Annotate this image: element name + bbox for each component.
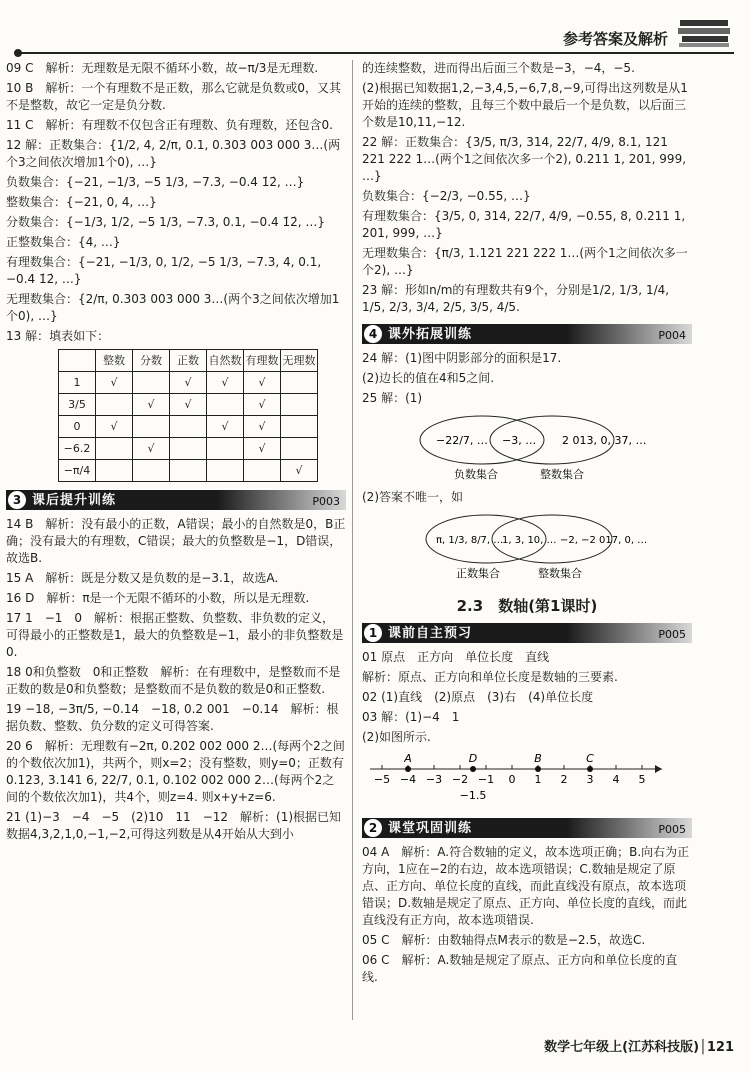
section-banner-1 — [362, 623, 692, 643]
banner-page-code: P003 — [312, 495, 340, 508]
table-row — [59, 460, 318, 482]
answer-12-fraction: 分数集合：{−1/3, 1/2, −5 1/3, −7.3, 0.1, −0.4 1̇2̇, …} — [6, 215, 325, 229]
table-cell — [170, 460, 207, 482]
answer-25-part1: 25 解：(1) — [362, 391, 423, 405]
right-column — [362, 60, 692, 989]
table-cell: √ — [244, 416, 281, 438]
banner-number: 3 — [8, 491, 26, 509]
number-line-tick-label: 4 — [612, 773, 620, 786]
answer-06: 06 C 解析：A.数轴是规定了原点、正方向和单位长度的直线. — [362, 953, 678, 984]
table-cell: √ — [281, 460, 318, 482]
number-line — [362, 749, 682, 805]
classification-table — [58, 349, 318, 482]
answer-12-positive-integer: 正整数集合：{4, …} — [6, 235, 121, 249]
banner-number: 2 — [364, 819, 382, 837]
answer-21: 21 (1)−3 −4 −5 (2)10 11 −12 解析：(1)根据已知数据4,3,2,1,0,−1,−2,可得这列数是从4开始从大到小 — [6, 810, 342, 841]
number-line-point-label: B — [534, 752, 542, 765]
number-line-tick-label: 3 — [586, 773, 594, 786]
answer-01: 01 原点 正方向 单位长度 直线 — [362, 650, 550, 664]
number-line-tick-label: −1 — [477, 773, 495, 786]
table-cell — [96, 394, 133, 416]
table-cell: √ — [207, 372, 244, 394]
answer-24-part1: 24 解：(1)图中阴影部分的面积是17. — [362, 351, 562, 365]
section-title: 2.3 数轴(第1课时) — [456, 597, 598, 615]
table-cell: √ — [133, 438, 170, 460]
answer-11: 11 C 解析：有理数不仅包含正有理数、负有理数，还包含0. — [6, 118, 333, 132]
table-cell: √ — [96, 372, 133, 394]
table-cell — [281, 372, 318, 394]
answer-24-part2: (2)边长的值在4和5之间. — [362, 371, 495, 385]
table-cell — [281, 438, 318, 460]
answer-18: 18 0和负整数 0和正整数 解析：在有理数中，是整数而不是正数的数是0和负整数；是整数而不是负数的数是0和正整数. — [6, 665, 341, 696]
answer-25-part2: (2)答案不唯一，如 — [362, 490, 463, 504]
number-line-tick-label: −4 — [399, 773, 417, 786]
answer-22-negative: 负数集合：{−2/3, −0.55, …} — [362, 189, 531, 203]
banner-title: 课堂巩固训练 — [388, 821, 473, 836]
banner-page-code: P005 — [658, 628, 686, 641]
number-line-extra-label: −1.5 — [459, 789, 487, 802]
number-line-tick-label: −5 — [373, 773, 391, 786]
table-header-cell: 整数 — [96, 350, 133, 372]
venn-diagram-2 — [362, 509, 692, 583]
number-line-tick-label: 1 — [534, 773, 542, 786]
table-cell: √ — [170, 372, 207, 394]
answer-15: 15 A 解析：既是分数又是负数的是−3.1，故选A. — [6, 571, 279, 585]
table-cell: 0 — [59, 416, 96, 438]
banner-page-code: P005 — [658, 823, 686, 836]
venn-left-items: −22/7, … — [436, 434, 488, 447]
table-cell — [133, 372, 170, 394]
table-cell: 3/5 — [59, 394, 96, 416]
answer-17: 17 1 −1 0 解析：根据正整数、负整数、非负数的定义，可得最小的正整数是1，最大的负整数是−1，最小的非负整数是0. — [6, 611, 344, 659]
table-row — [59, 372, 318, 394]
answer-02: 02 (1)直线 (2)原点 (3)右 (4)单位长度 — [362, 690, 594, 704]
answer-22-positive: 22 解：正数集合：{3/5, π/3, 314, 22/7, 4/9, 8.1, 121 221 222 1…(两个1之间依次多一个2), 0.211 1, 201, 999, …} — [362, 135, 687, 183]
answer-03: 03 解：(1)−4 1 — [362, 710, 460, 724]
table-cell: √ — [244, 438, 281, 460]
table-cell — [133, 416, 170, 438]
answer-21-continued: 的连续整数，进而得出后面三个数是−3，−4，−5. — [362, 61, 635, 75]
answer-16: 16 D 解析：π是一个无限不循环的小数，所以是无理数. — [6, 591, 310, 605]
left-column — [6, 60, 346, 846]
venn-left-label: 正数集合 — [456, 567, 500, 580]
banner-number: 4 — [364, 325, 382, 343]
table-cell — [170, 416, 207, 438]
number-line-point-label: D — [468, 752, 478, 765]
banner-number: 1 — [364, 624, 382, 642]
answer-12-rational: 有理数集合：{−21, −1/3, 0, 1/2, −5 1/3, −7.3, 4, 0.1, −0.4 1̇2̇, …} — [6, 255, 322, 286]
table-header-cell: 无理数 — [281, 350, 318, 372]
number-line-tick-label: 2 — [560, 773, 568, 786]
table-cell — [207, 394, 244, 416]
table-row — [59, 394, 318, 416]
answer-21-part2: (2)根据已知数据1,2,−3,4,5,−6,7,8,−9,可得出这列数是从1开始的连续的整数，且每三个数中最后一个是负数，以后面三个数是10,11,−12. — [362, 81, 688, 129]
table-cell — [281, 416, 318, 438]
table-cell: −π/4 — [59, 460, 96, 482]
venn-right-label: 整数集合 — [538, 567, 582, 580]
number-line-point — [587, 766, 593, 772]
table-cell — [96, 460, 133, 482]
venn-right-items: 2 013, 0, 37, … — [562, 434, 647, 447]
answer-05: 05 C 解析：由数轴得点M表示的数是−2.5，故选C. — [362, 933, 646, 947]
table-header-cell: 有理数 — [244, 350, 281, 372]
answer-22-irrational: 无理数集合：{π/3, 1.121 221 222 1…(两个1之间依次多一个2), …} — [362, 246, 688, 277]
table-row — [59, 438, 318, 460]
number-line-tick-label: −3 — [425, 773, 443, 786]
answer-23: 23 解：形如n/m的有理数共有9个，分别是1/2, 1/3, 1/4, 1/5, 2/3, 3/4, 2/5, 3/5, 4/5. — [362, 283, 670, 314]
banner-title: 课后提升训练 — [32, 493, 117, 508]
answer-12-irrational: 无理数集合：{2/π, 0.303 003 000 3…(两个3之间依次增加1个0), …} — [6, 292, 340, 323]
answer-12-positive: 12 解：正数集合：{1/2, 4, 2/π, 0.1, 0.303 003 000 3…(两个3之间依次增加1个0), …} — [6, 138, 341, 169]
section-banner-3 — [6, 490, 346, 510]
table-cell: √ — [96, 416, 133, 438]
table-cell: √ — [170, 394, 207, 416]
table-cell — [170, 438, 207, 460]
answer-09: 09 C 解析：无理数是无限不循环小数，故−π/3是无理数. — [6, 61, 319, 75]
table-cell: √ — [244, 394, 281, 416]
number-line-tick-label: 0 — [508, 773, 516, 786]
table-header-cell: 自然数 — [207, 350, 244, 372]
banner-title: 课外拓展训练 — [388, 327, 473, 342]
page-footer: 数学七年级上(江苏科技版)│121 — [544, 1040, 734, 1055]
table-cell — [207, 460, 244, 482]
header-title: 参考答案及解析 — [562, 30, 668, 48]
banner-title: 课前自主预习 — [388, 626, 473, 641]
answer-10: 10 B 解析：一个有理数不是正数，那么它就是负数或0，又其不是整数，故它一定是负分数. — [6, 81, 341, 112]
answer-14: 14 B 解析：没有最小的正数，A错误；最小的自然数是0，B正确；没有最大的有理数，C错误；最大的负整数是−1，D错误，故选B. — [6, 517, 346, 565]
answer-13: 13 解：填表如下： — [6, 329, 110, 343]
table-cell — [244, 460, 281, 482]
section-banner-2 — [362, 818, 692, 838]
venn-middle-items: 1, 3, 10, … — [502, 535, 557, 546]
table-header-cell: 分数 — [133, 350, 170, 372]
table-header-cell: 正数 — [170, 350, 207, 372]
table-header-cell — [59, 350, 96, 372]
venn-left-items: π, 1/3, 8/7, … — [436, 535, 504, 546]
answer-12-negative: 负数集合：{−21, −1/3, −5 1/3, −7.3, −0.4 1̇2̇, …} — [6, 175, 305, 189]
number-line-point — [535, 766, 541, 772]
number-line-tick-label: 5 — [638, 773, 646, 786]
table-row — [59, 416, 318, 438]
table-cell: −6.2 — [59, 438, 96, 460]
table-cell — [281, 394, 318, 416]
column-divider — [352, 60, 353, 1020]
table-cell: √ — [244, 372, 281, 394]
number-line-point — [470, 766, 476, 772]
answer-12-integer: 整数集合：{−21, 0, 4, …} — [6, 195, 157, 209]
number-line-arrow-icon — [655, 765, 662, 773]
number-line-point-label: A — [404, 752, 412, 765]
book-stack-icon — [676, 14, 734, 50]
table-cell: √ — [207, 416, 244, 438]
table-header-row — [59, 350, 318, 372]
number-line-tick-label: −2 — [451, 773, 469, 786]
number-line-point — [405, 766, 411, 772]
answer-01-note: 解析：原点、正方向和单位长度是数轴的三要素. — [362, 670, 618, 684]
venn-left-label: 负数集合 — [454, 468, 498, 481]
table-cell: 1 — [59, 372, 96, 394]
banner-page-code: P004 — [658, 329, 686, 342]
page-header — [14, 12, 734, 54]
answer-20: 20 6 解析：无理数有−2π, 0.202 002 000 2…(每两个2之间的个数依次加1)，共两个，则x=2；没有整数，则y=0；正数有0.123, 3.141 6, 22/7, 0.1, 0.102 002 000 2…(每两个2之间的个数依次加1)，共4个，则z=4. 则x+y+z=6. — [6, 739, 345, 804]
section-banner-4 — [362, 324, 692, 344]
table-cell: √ — [133, 394, 170, 416]
answer-03-part2: (2)如图所示. — [362, 730, 431, 744]
table-cell — [133, 460, 170, 482]
venn-right-label: 整数集合 — [540, 468, 584, 481]
number-line-point-label: C — [586, 752, 594, 765]
answer-22-rational: 有理数集合：{3/5, 0, 314, 22/7, 4/9, −0.55, 8, 0.211 1, 201, 999, …} — [362, 209, 686, 240]
answer-19: 19 −18, −3π/5, −0.14 −18, 0.2 001 −0.14 解析：根据负数、整数、负分数的定义可得答案. — [6, 702, 339, 733]
table-cell — [207, 438, 244, 460]
venn-middle-items: −3, … — [502, 434, 537, 447]
header-dot — [14, 49, 22, 57]
venn-right-items: −2, −2 017, 0, … — [560, 535, 648, 546]
venn-diagram-1 — [362, 410, 692, 484]
table-cell — [96, 438, 133, 460]
answer-04: 04 A 解析：A.符合数轴的定义，故本选项正确；B.向右为正方向，1应在−2的右边，故本选项错误；C.数轴是规定了原点、正方向、单位长度的直线，而此直线没有原点，故本选项错误；D.数轴是规定了原点、正方向、单位长度的直线，而此直线没有正方向，故本选项错误. — [362, 845, 690, 927]
